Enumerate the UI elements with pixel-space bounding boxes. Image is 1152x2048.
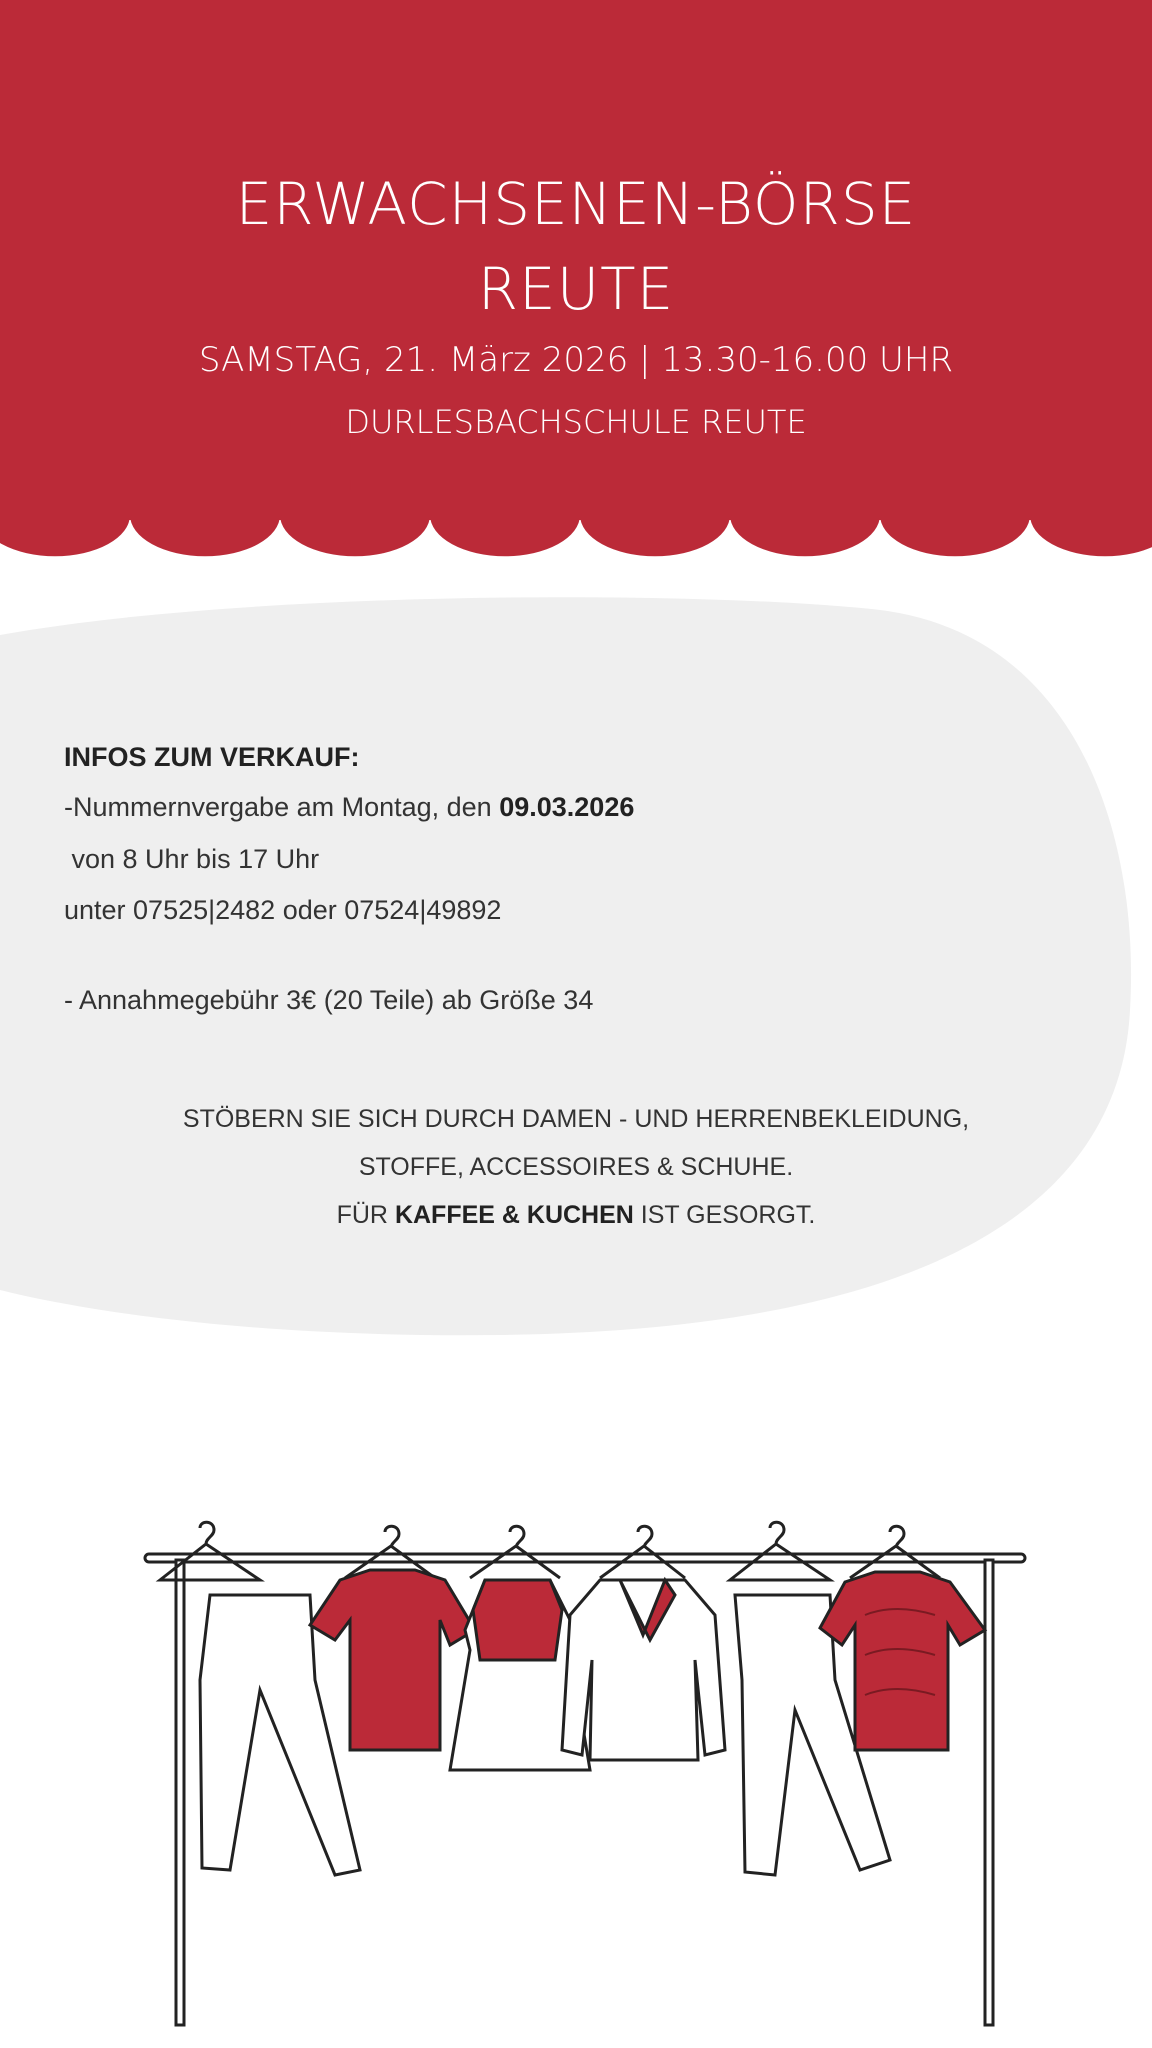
info-heading: INFOS ZUM VERKAUF: — [64, 742, 360, 772]
promo-line3-bold: KAFFEE & KUCHEN — [394, 1201, 634, 1229]
promo-line-2: STOFFE, ACCESSOIRES & SCHUHE. — [358, 1153, 794, 1181]
event-location: DURLESBACHSCHULE REUTE — [345, 403, 807, 441]
title-line-1: ERWACHSENEN-BÖRSE — [235, 170, 917, 238]
pants-left — [160, 1522, 360, 1875]
promo-line-1: STÖBERN SIE SICH DURCH DAMEN - UND HERRENBEKLEIDUNG, — [182, 1105, 970, 1133]
title-line-2: REUTE — [477, 255, 675, 323]
promo-line-3 — [0, 1201, 1152, 1230]
info-fee: - Annahmegebühr 3€ (20 Teile) ab Größe 34 — [64, 985, 594, 1015]
info-line1-date: 09.03.2026 — [499, 792, 635, 822]
info-number-assignment — [64, 792, 634, 823]
info-phone: unter 07525|2482 oder 07524|49892 — [64, 895, 502, 925]
header-banner — [0, 0, 1152, 560]
info-line1-text: -Nummernvergabe am Montag, den — [64, 792, 500, 822]
info-hours: von 8 Uhr bis 17 Uhr — [64, 844, 320, 874]
promo-line3-prefix: FÜR — [336, 1201, 395, 1229]
clothes-rack-illustration — [130, 1520, 1030, 2030]
event-date-time: SAMSTAG, 21. März 2026 | 13.30-16.00 UHR — [198, 340, 954, 380]
promo-line3-suffix: IST GESORGT. — [633, 1201, 816, 1229]
gray-blob-background — [0, 590, 1152, 1350]
